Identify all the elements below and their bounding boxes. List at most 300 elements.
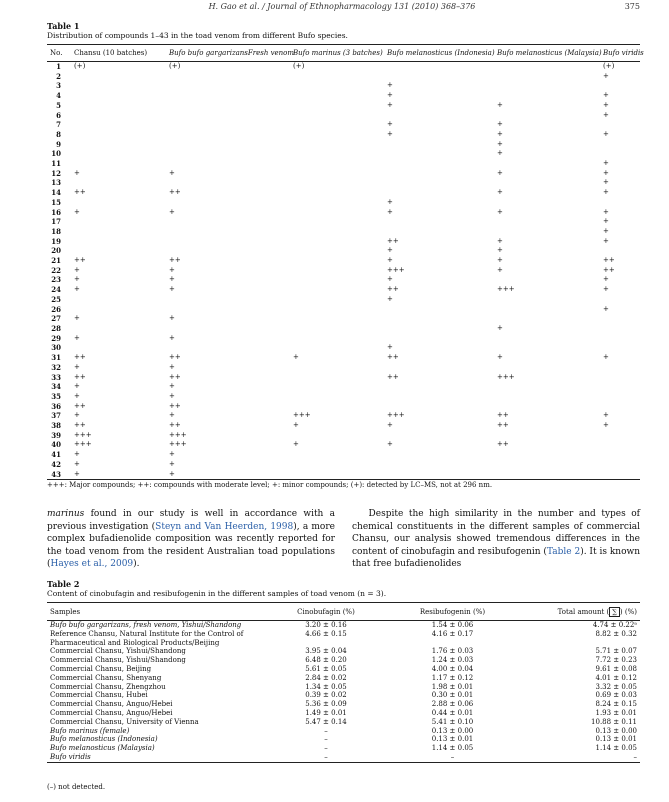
- cell-chansu: [71, 237, 166, 247]
- cell-melanosticus-indonesia: +: [387, 343, 393, 352]
- cell-viridis: [600, 392, 640, 402]
- cell-marinus: [290, 285, 384, 295]
- table-row: [47, 421, 640, 431]
- table-row: [47, 217, 640, 227]
- cell-gargarizans: [166, 217, 290, 227]
- cell-melanosticus-indonesia: [384, 382, 494, 392]
- cell-gargarizans: [166, 101, 290, 111]
- cell-gargarizans: ++: [169, 188, 181, 197]
- cell-marinus: [290, 324, 384, 334]
- table-row: [47, 665, 640, 674]
- cell-viridis: +: [603, 100, 609, 109]
- cell-marinus: [290, 295, 384, 305]
- cell-chansu: [71, 81, 166, 91]
- table-row: [47, 727, 640, 736]
- cell-chansu: +: [74, 450, 80, 459]
- table-row: [47, 450, 640, 460]
- cell-marinus: [290, 178, 384, 188]
- cell-viridis: [600, 295, 640, 305]
- cell-chansu: [71, 101, 166, 111]
- table-row: [47, 208, 640, 218]
- cell-no: 35: [51, 391, 61, 401]
- cell-chansu: +: [74, 168, 80, 177]
- cell-gargarizans: +: [169, 362, 175, 371]
- cell-melanosticus-indonesia: ++: [387, 236, 399, 245]
- cell-no: 22: [51, 265, 61, 275]
- cell-marinus: [290, 450, 384, 460]
- cell-sample: Reference Chansu, Natural Institute for the Control of Pharmaceutical and Biological Products/Beijing: [50, 629, 244, 647]
- cell-marinus: (+): [293, 62, 305, 70]
- cell-viridis: +: [603, 159, 609, 168]
- cell-no: 20: [51, 246, 61, 256]
- table1-label: Table 1: [47, 21, 80, 31]
- table1-col-no: No.: [47, 45, 71, 62]
- cell-chansu: ++: [74, 188, 86, 197]
- cell-gargarizans: ++: [169, 421, 181, 430]
- table1-col-chansu: Chansu (10 batches): [71, 45, 166, 62]
- cell-no: 25: [51, 294, 61, 304]
- cell-cino: –: [262, 753, 390, 762]
- cell-marinus: [290, 334, 384, 344]
- cell-marinus: [290, 169, 384, 179]
- cell-marinus: [290, 431, 384, 441]
- cell-melanosticus-malaysia: +: [497, 246, 503, 255]
- cell-resi: 1.17 ± 0.12: [431, 673, 474, 682]
- cell-chansu: +: [74, 207, 80, 216]
- cell-no: 33: [51, 372, 61, 382]
- cell-no: 19: [51, 236, 61, 246]
- cell-chansu: [71, 227, 166, 237]
- cell-melanosticus-malaysia: +: [497, 256, 503, 265]
- cell-resi: 5.41 ± 0.10: [431, 717, 474, 726]
- cell-sample: Commercial Chansu, Anguo/Hebei: [50, 708, 173, 717]
- cell-no: 6: [56, 110, 61, 120]
- cell-melanosticus-malaysia: +: [497, 236, 503, 245]
- cell-cino: 3.95 ± 0.04: [305, 647, 347, 656]
- body-paragraph-right: Despite the high similarity in the number and types of chemical constituents in the different samples of commercial Chansu, our analysis showed tremendous differences in the content of cinobufagin and resibufogenin (Table 2). It is known that free bufadienolides: [352, 509, 640, 569]
- cell-gargarizans: [166, 140, 290, 150]
- cell-melanosticus-malaysia: [494, 305, 600, 315]
- table2-body: [47, 621, 640, 763]
- table-row: [47, 72, 640, 82]
- cell-total: 0.13 ± 0.00: [595, 726, 637, 735]
- table-row: [47, 178, 640, 188]
- cell-gargarizans: [166, 227, 290, 237]
- cell-melanosticus-indonesia: +: [387, 256, 393, 265]
- cell-chansu: +: [74, 391, 80, 400]
- cell-total: 7.72 ± 0.23: [595, 656, 637, 665]
- cell-chansu: [71, 140, 166, 150]
- table-row: [47, 324, 640, 334]
- table-row: [47, 691, 640, 700]
- table-row: [47, 460, 640, 470]
- table-row: [47, 169, 640, 179]
- cell-no: 28: [51, 323, 61, 333]
- cell-marinus: [290, 149, 384, 159]
- cell-gargarizans: [166, 159, 290, 169]
- cell-viridis: +: [603, 226, 609, 235]
- cell-chansu: [71, 130, 166, 140]
- cell-resi: 4.16 ± 0.17: [431, 629, 474, 638]
- cell-viridis: +: [603, 285, 609, 294]
- cell-sample: Bufo viridis: [47, 753, 262, 762]
- cell-no: 1: [56, 62, 61, 71]
- cell-viridis: +: [603, 411, 609, 420]
- cell-melanosticus-malaysia: [494, 91, 600, 101]
- cell-melanosticus-malaysia: [494, 431, 600, 441]
- cell-melanosticus-malaysia: +: [497, 188, 503, 197]
- running-head: H. Gao et al. / Journal of Ethnopharmacology 131 (2010) 368–376: [208, 2, 476, 11]
- cell-melanosticus-indonesia: [384, 178, 494, 188]
- cell-cino: 1.34 ± 0.05: [305, 682, 347, 691]
- cell-resi: 0.44 ± 0.01: [431, 708, 474, 717]
- cell-gargarizans: [166, 81, 290, 91]
- cell-viridis: [600, 470, 640, 480]
- cell-no: 5: [56, 100, 61, 110]
- cell-marinus: [290, 402, 384, 412]
- cell-no: 32: [51, 362, 61, 372]
- table-row: [47, 62, 640, 72]
- cell-marinus: [290, 256, 384, 266]
- cell-viridis: [600, 149, 640, 159]
- cell-chansu: ++: [74, 421, 86, 430]
- cell-total: 10.88 ± 0.11: [591, 717, 637, 726]
- cell-melanosticus-indonesia: ++: [387, 372, 399, 381]
- cell-chansu: [71, 178, 166, 188]
- cell-marinus: [290, 120, 384, 130]
- cell-total: 1.14 ± 0.05: [595, 744, 637, 753]
- cell-cino: 2.84 ± 0.02: [305, 673, 347, 682]
- cell-melanosticus-indonesia: +: [387, 197, 393, 206]
- cell-resi: 1.54 ± 0.06: [431, 621, 474, 629]
- cell-cino: 5.61 ± 0.05: [305, 664, 347, 673]
- table-row: [47, 744, 640, 753]
- cell-viridis: [600, 140, 640, 150]
- cell-sample: Bufo melanosticus (Indonesia): [50, 735, 158, 744]
- cell-no: 9: [56, 139, 61, 149]
- cell-gargarizans: [166, 130, 290, 140]
- cell-marinus: [290, 188, 384, 198]
- cell-melanosticus-indonesia: [384, 460, 494, 470]
- cell-gargarizans: [166, 120, 290, 130]
- cell-no: 21: [51, 256, 61, 266]
- cell-melanosticus-indonesia: +: [387, 246, 393, 255]
- cell-no: 11: [51, 159, 61, 169]
- cell-viridis: +: [603, 236, 609, 245]
- cell-melanosticus-indonesia: [384, 149, 494, 159]
- cell-melanosticus-indonesia: [384, 305, 494, 315]
- cell-viridis: [600, 373, 640, 383]
- table-row: [47, 246, 640, 256]
- cell-melanosticus-malaysia: [494, 363, 600, 373]
- cell-marinus: [290, 208, 384, 218]
- cell-melanosticus-indonesia: [384, 159, 494, 169]
- cell-viridis: [600, 81, 640, 91]
- citation-link[interactable]: Steyn and Van Heerden, 1998: [155, 521, 294, 532]
- cell-chansu: ++: [74, 372, 86, 381]
- cell-gargarizans: ++: [169, 372, 181, 381]
- cell-melanosticus-indonesia: ++: [387, 353, 399, 362]
- cell-melanosticus-indonesia: [384, 402, 494, 412]
- cell-gargarizans: [166, 343, 290, 353]
- cell-gargarizans: +: [169, 314, 175, 323]
- cell-marinus: [290, 81, 384, 91]
- cell-marinus: +++: [293, 411, 311, 420]
- cell-melanosticus-malaysia: [494, 178, 600, 188]
- cell-marinus: [290, 382, 384, 392]
- cell-marinus: +: [293, 353, 299, 362]
- cell-cino: 5.36 ± 0.09: [305, 700, 347, 709]
- table-row: [47, 343, 640, 353]
- cell-melanosticus-indonesia: +: [387, 100, 393, 109]
- cell-marinus: [290, 275, 384, 285]
- table-row: [47, 709, 640, 718]
- cell-melanosticus-malaysia: [494, 198, 600, 208]
- cell-sample: Commercial Chansu, Yishui/Shandong: [50, 656, 186, 665]
- cell-gargarizans: [166, 178, 290, 188]
- cell-gargarizans: (+): [169, 62, 181, 70]
- cell-melanosticus-malaysia: [494, 159, 600, 169]
- table-row: [47, 334, 640, 344]
- cell-cino: 4.66 ± 0.15: [305, 629, 347, 638]
- cell-viridis: +: [603, 275, 609, 284]
- table-row: [47, 656, 640, 665]
- table1-footnote: +++: Major compounds; ++: compounds with moderate level; +: minor compounds; (+): detected by LC–MS, not at 296 nm.: [47, 481, 493, 489]
- cell-melanosticus-malaysia: +: [497, 207, 503, 216]
- table1-col-gargarizans: Bufo bufo gargarizansFresh venom: [166, 45, 290, 62]
- cell-chansu: +: [71, 470, 166, 480]
- cell-no: 29: [51, 333, 61, 343]
- cell-melanosticus-indonesia: [384, 169, 494, 179]
- cell-gargarizans: +: [169, 285, 175, 294]
- cell-marinus: [290, 363, 384, 373]
- table-row: [47, 683, 640, 692]
- cell-melanosticus-indonesia: +: [387, 275, 393, 284]
- cell-no: 30: [51, 343, 61, 353]
- cell-viridis: +: [603, 129, 609, 138]
- cell-melanosticus-malaysia: [494, 460, 600, 470]
- cell-no: 4: [56, 91, 61, 101]
- cell-melanosticus-malaysia: +: [497, 129, 503, 138]
- cell-sample: Commercial Chansu, Beijing: [50, 664, 152, 673]
- cell-viridis: [600, 460, 640, 470]
- cell-cino: 3.20 ± 0.16: [305, 621, 347, 629]
- cell-total: 0.69 ± 0.03: [595, 691, 637, 700]
- table1: [47, 44, 644, 480]
- cell-marinus: [290, 101, 384, 111]
- cell-gargarizans: +: [169, 459, 175, 468]
- cell-chansu: [71, 324, 166, 334]
- table-row: [47, 130, 640, 140]
- total-prefix: Total amount (: [557, 607, 610, 616]
- table-row: [47, 735, 640, 744]
- cell-melanosticus-indonesia: +: [387, 129, 393, 138]
- cell-chansu: [71, 111, 166, 121]
- cell-cino: 5.47 ± 0.14: [305, 717, 347, 726]
- cell-marinus: [290, 266, 384, 276]
- cell-melanosticus-indonesia: [384, 431, 494, 441]
- cell-melanosticus-indonesia: [384, 72, 494, 82]
- cell-gargarizans: [166, 111, 290, 121]
- cell-melanosticus-malaysia: [494, 314, 600, 324]
- cell-cino: 0.39 ± 0.02: [305, 691, 347, 700]
- cell-chansu: +: [74, 265, 80, 274]
- cell-gargarizans: +: [169, 382, 175, 391]
- table-row: [47, 295, 640, 305]
- cell-melanosticus-malaysia: +: [497, 100, 503, 109]
- cell-no: 12: [51, 168, 61, 178]
- cell-chansu: [71, 91, 166, 101]
- table-row: [47, 227, 640, 237]
- cell-marinus: [290, 314, 384, 324]
- cell-cino: –: [324, 744, 328, 753]
- cell-total: –: [515, 753, 640, 762]
- cell-melanosticus-indonesia: +++: [387, 411, 405, 420]
- cell-sample: Bufo melanosticus (Malaysia): [50, 744, 155, 753]
- cell-melanosticus-malaysia: [494, 470, 600, 480]
- cell-viridis: (+): [603, 62, 615, 70]
- table1-body: [47, 62, 640, 480]
- cell-no: 34: [51, 382, 61, 392]
- table2-caption: Content of cinobufagin and resibufogenin in the different samples of toad venom (n = 3).: [47, 589, 387, 598]
- cell-chansu: [71, 343, 166, 353]
- cell-melanosticus-indonesia: +++: [387, 265, 405, 274]
- cell-chansu: +: [74, 411, 80, 420]
- cell-viridis: [600, 440, 640, 450]
- cell-total: 3.32 ± 0.05: [595, 682, 637, 691]
- table1-caption: Distribution of compounds 1–43 in the toad venom from different Bufo species.: [47, 31, 348, 40]
- cell-total: 4.01 ± 0.12: [595, 673, 637, 682]
- cell-marinus: [290, 237, 384, 247]
- cell-melanosticus-indonesia: [384, 470, 494, 480]
- cell-sample: Commercial Chansu, Anguo/Hebei: [50, 700, 173, 709]
- table-row: [47, 700, 640, 709]
- cell-total: 4.74 ± 0.22ᵃ: [592, 621, 637, 629]
- cell-melanosticus-malaysia: +: [497, 139, 503, 148]
- cell-viridis: [600, 246, 640, 256]
- cell-marinus: [290, 343, 384, 353]
- cell-melanosticus-malaysia: +++: [497, 285, 515, 294]
- cell-resi: –: [390, 753, 515, 762]
- table-row: [47, 718, 640, 727]
- cell-marinus: [290, 198, 384, 208]
- cell-no: 10: [51, 149, 61, 159]
- cell-melanosticus-indonesia: [384, 334, 494, 344]
- cell-marinus: [290, 305, 384, 315]
- table2-label: Table 2: [47, 579, 80, 589]
- cell-no: 13: [51, 178, 61, 188]
- cell-no: 8: [56, 129, 61, 139]
- cell-gargarizans: [166, 149, 290, 159]
- cell-melanosticus-malaysia: [494, 295, 600, 305]
- cell-viridis: +: [603, 421, 609, 430]
- table-row: [47, 373, 640, 383]
- cell-melanosticus-indonesia: +: [387, 421, 393, 430]
- cell-viridis: [600, 120, 640, 130]
- cell-marinus: [290, 130, 384, 140]
- cell-no: 27: [51, 314, 61, 324]
- cell-viridis: [600, 324, 640, 334]
- cell-gargarizans: [166, 246, 290, 256]
- page-number: 375: [624, 2, 640, 11]
- cell-melanosticus-indonesia: [384, 62, 494, 72]
- cell-viridis: +: [603, 71, 609, 80]
- cell-melanosticus-malaysia: [494, 392, 600, 402]
- table-row: [47, 198, 640, 208]
- cell-melanosticus-indonesia: +: [387, 294, 393, 303]
- table-row: [47, 285, 640, 295]
- sum-icon: ∑: [609, 607, 620, 617]
- table-reference-link[interactable]: Table 2: [546, 546, 581, 557]
- cell-melanosticus-malaysia: [494, 227, 600, 237]
- table-row: [47, 647, 640, 656]
- cell-gargarizans: +: [169, 391, 175, 400]
- cell-melanosticus-malaysia: +: [497, 149, 503, 158]
- cell-melanosticus-malaysia: [494, 72, 600, 82]
- cell-melanosticus-malaysia: [494, 275, 600, 285]
- cell-gargarizans: +: [166, 470, 290, 480]
- cell-melanosticus-indonesia: [384, 324, 494, 334]
- cell-viridis: +: [603, 304, 609, 313]
- cell-resi: 0.30 ± 0.01: [431, 691, 474, 700]
- cell-chansu: (+): [74, 62, 86, 70]
- cell-resi: 1.24 ± 0.03: [431, 656, 474, 665]
- cell-gargarizans: [166, 198, 290, 208]
- cell-cino: 6.48 ± 0.20: [305, 656, 347, 665]
- cell-gargarizans: ++: [169, 256, 181, 265]
- cell-melanosticus-malaysia: [494, 111, 600, 121]
- table2-col-cinobufagin: Cinobufagin (%): [262, 603, 390, 621]
- cell-no: 2: [56, 71, 61, 81]
- cell-chansu: [71, 149, 166, 159]
- cell-chansu: ++: [74, 401, 86, 410]
- table-row: [47, 621, 640, 630]
- cell-melanosticus-malaysia: [494, 81, 600, 91]
- citation-link[interactable]: Hayes et al., 2009: [50, 559, 134, 569]
- cell-gargarizans: +: [169, 411, 175, 420]
- cell-total: 0.13 ± 0.01: [595, 735, 637, 744]
- table2-col-resibufogenin: Resibufogenin (%): [390, 603, 515, 621]
- table-row: [47, 91, 640, 101]
- cell-total: 1.93 ± 0.01: [595, 708, 637, 717]
- table1-col-melanosticus-malaysia: Bufo melanosticus (Malaysia): [494, 45, 600, 62]
- cell-no: 7: [56, 120, 61, 130]
- table-row: [47, 305, 640, 315]
- cell-chansu: [71, 295, 166, 305]
- cell-sample: Commercial Chansu, Zhengzhou: [50, 682, 166, 691]
- cell-gargarizans: ++: [169, 401, 181, 410]
- table-row: [47, 149, 640, 159]
- cell-melanosticus-indonesia: +: [387, 81, 393, 90]
- cell-chansu: [71, 159, 166, 169]
- cell-melanosticus-malaysia: +: [497, 265, 503, 274]
- cell-resi: 2.88 ± 0.06: [431, 700, 474, 709]
- cell-viridis: +: [603, 353, 609, 362]
- cell-chansu: +: [74, 362, 80, 371]
- cell-melanosticus-indonesia: +: [387, 440, 393, 449]
- cell-no: 42: [51, 459, 61, 469]
- table-row: [47, 353, 640, 363]
- cell-melanosticus-indonesia: [384, 314, 494, 324]
- cell-marinus: [290, 72, 384, 82]
- table-row: [47, 630, 640, 648]
- cell-melanosticus-malaysia: [494, 382, 600, 392]
- cell-sample: Bufo bufo gargarizans, fresh venom, Yishui/Shandong: [50, 621, 242, 629]
- cell-gargarizans: +: [169, 275, 175, 284]
- table-row: [47, 256, 640, 266]
- cell-viridis: [600, 450, 640, 460]
- cell-chansu: +++: [74, 440, 92, 449]
